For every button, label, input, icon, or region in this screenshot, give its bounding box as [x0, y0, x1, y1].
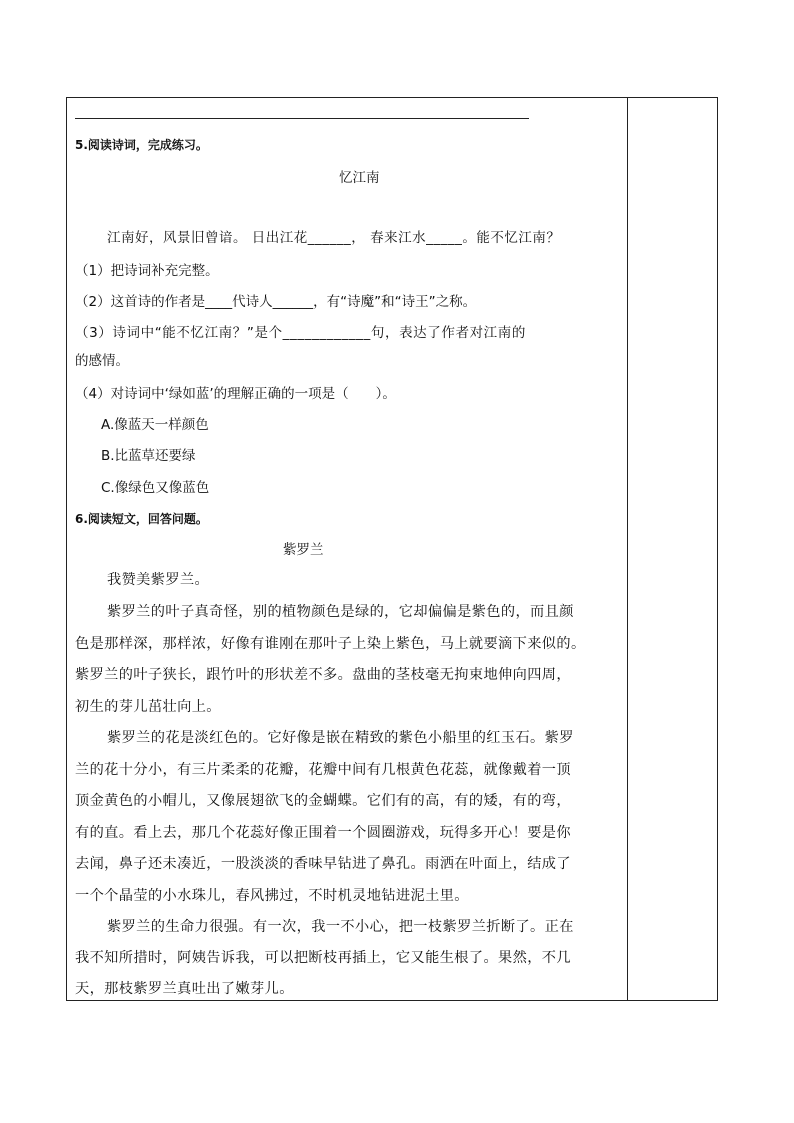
passage-title: 紫罗兰: [283, 542, 324, 558]
passage-line: 我赞美紫罗兰。: [107, 572, 210, 588]
passage-line: 色是那样深，那样浓，好像有谁刚在那叶子上染上紫色，马上就要滴下来似的。: [75, 636, 586, 652]
question-cell: [67, 98, 627, 1000]
q6-heading: 6.阅读短文，回答问题。: [75, 512, 208, 526]
q5-sub4: （4）对诗词中‘绿如蓝’的理解正确的一项是（ ）。: [75, 386, 396, 402]
passage-line: 紫罗兰的叶子真奇怪，别的植物颜色是绿的，它却偏偏是紫色的，而且颜: [107, 604, 574, 620]
passage-line: 天，那枝紫罗兰真吐出了嫩芽儿。: [75, 981, 294, 997]
q5-sub1: （1）把诗词补充完整。: [75, 263, 219, 279]
passage-line: 紫罗兰的叶子狭长，跟竹叶的形状差不多。盘曲的茎枝毫无拘束地伸向四周，: [75, 667, 571, 683]
passage-line: 兰的花十分小，有三片柔柔的花瓣，花瓣中间有几根黄色花蕊，就像戴着一顶: [75, 762, 571, 778]
passage-line: 紫罗兰的生命力很强。有一次，我一不小心，把一枝紫罗兰折断了。正在: [107, 919, 574, 935]
option-a: A.像蓝天一样颜色: [101, 417, 209, 433]
passage-line: 我不知所措时，阿姨告诉我，可以把断枝再插上，它又能生根了。果然，不几: [75, 950, 571, 966]
answer-blank-line: [75, 118, 529, 119]
worksheet-table: [66, 97, 718, 1001]
poem-title: 忆江南: [339, 170, 380, 186]
q5-sub3-line2: 的感情。: [75, 353, 129, 369]
option-b: B.比蓝草还要绿: [101, 448, 196, 464]
poem-line: 江南好，风景旧曾谙。 日出江花______， 春来江水_____。能不忆江南？: [107, 230, 561, 246]
passage-line: 紫罗兰的花是淡红色的。它好像是嵌在精致的紫色小船里的红玉石。紫罗: [107, 730, 574, 746]
q5-heading: 5.阅读诗词，完成练习。: [75, 138, 208, 152]
q5-sub3-line1: （3）诗词中“能不忆江南？”是个____________句，表达了作者对江南的: [75, 325, 526, 341]
option-c: C.像绿色又像蓝色: [101, 480, 210, 496]
passage-line: 去闻，鼻子还未凑近，一股淡淡的香味早钻进了鼻孔。雨洒在叶面上，结成了: [75, 856, 571, 872]
passage-line: 顶金黄色的小帽儿，又像展翅欲飞的金蝴蝶。它们有的高，有的矮，有的弯，: [75, 793, 571, 809]
q5-sub2: （2）这首诗的作者是____代诗人______，有“诗魔”和“诗王”之称。: [75, 294, 477, 310]
passage-line: 初生的芽儿茁壮向上。: [75, 699, 221, 715]
passage-line: 一个个晶莹的小水珠儿，春风拂过，不时机灵地钻进泥土里。: [75, 888, 469, 904]
passage-line: 有的直。看上去，那几个花蕊好像正围着一个圆圈游戏，玩得多开心！要是你: [75, 825, 571, 841]
column-divider: [627, 98, 628, 1000]
